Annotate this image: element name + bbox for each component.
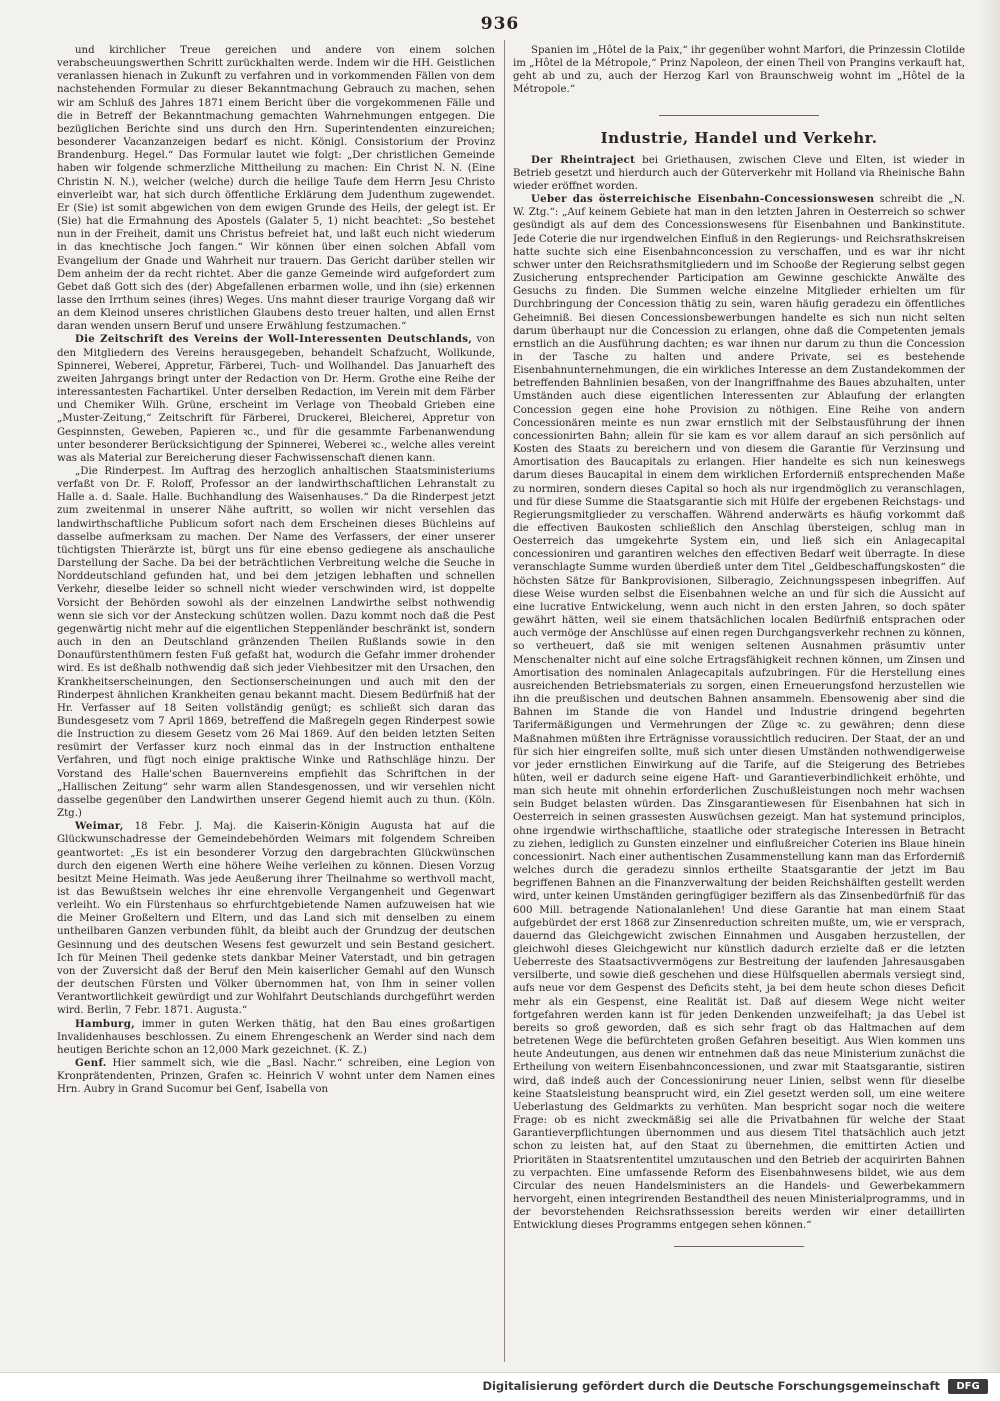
article-lead: Ueber das österreichische Eisenbahn-Concessionswesen xyxy=(531,193,875,206)
article-paragraph: Weimar, 18 Febr. J. Maj. die Kaiserin-Königin Augusta hat auf die Glückwunschadresse der Gemeindebehörden Weimars mit folgendem Schreiben geantwortet: „Es ist ein besonderer Vorzug den dargebrachten Glückwünschen durch den eigenen Werth eine höhere Weihe verleihen zu können. Diesen Vorzug besitzt Meine Heimath. Was jede Aeußerung ihrer Theilnahme so werthvoll macht, ist das Bewußtsein welches ihr eine ehrenvolle Vergangenheit und Gegenwart verleiht. Wo ein Fürstenhaus so ehrfurchtgebietende Namen aufzuweisen hat wie die Meiner Großeltern und Eltern, und das Land sich mit denselben zu einem untheilbaren Ganzen verbunden fühlt, da bleibt auch der Grundzug der deutschen Gesinnung und des deutschen Wesens fest gewurzelt und sein Bestand gesichert. Ich für Meinen Theil gedenke stets dankbar Meiner Vaterstadt, und bin getragen von der Zuversicht daß der Beruf den Mein kaiserlicher Gemahl auf den Wunsch der deutschen Fürsten und Völker übernommen hat, von Ihm in seiner vollen Verantwortlichkeit gewürdigt und zur Wohlfahrt Deutschlands durchgeführt werden wird. Berlin, 7 Febr. 1871. Augusta.“ xyxy=(57,820,495,1017)
article-paragraph: Die Zeitschrift des Vereins der Woll-Interessenten Deutschlands, von den Mitgliedern des Vereins herausgegeben, behandelt Schafzucht, Wollkunde, Spinnerei, Weberei, Appretur, Färberei, Tuch- und Wollhandel. Das Januarheft des zweiten Jahrgangs bringt unter der Redaction von Dr. Herm. Grothe eine Reihe der interessantesten Fachartikel. Unter derselben Redaction, im Verein mit dem Färber und Chemiker Wilh. Grüne, erscheint im Verlage von Theobald Grieben eine „Muster-Zeitung,“ Zeitschrift für Färberei, Druckerei, Bleicherei, Appretur von Gespinnsten, Geweben, Papieren ꝛc., und für die gesammte Farbenanwendung unter besonderer Berücksichtigung der Spinnerei, Weberei ꝛc., welche alles vereint was als Material zur Bereicherung dieser Fachwissenschaft dienen kann. xyxy=(57,333,495,464)
page-edge-shadow xyxy=(978,0,1000,1372)
article-paragraph: Hamburg, immer in guten Werken thätig, hat den Bau eines großartigen Invalidenhauses beschlossen. Zu einem Ehrengeschenk an Werder sind nach dem heutigen Berichte schon an 12,000 Mark gezeichnet. (K. Z.) xyxy=(57,1017,495,1056)
column-divider xyxy=(504,40,505,1362)
dfg-logo-icon: DFG xyxy=(948,1379,988,1394)
dateline-genf: Genf. xyxy=(75,1057,107,1070)
article-paragraph: Genf. Hier sammelt sich, wie die „Basl. Nachr.“ schreiben, eine Legion von Kronprätendenten, Prinzen, Grafen ꝛc. Heinrich V wohnt unter dem Namen eines Hrn. Aubry in Grand Sucomur bei Genf, Isabella von xyxy=(57,1057,495,1096)
page-number: 936 xyxy=(480,14,520,34)
article-paragraph: und kirchlicher Treue gereichen und andere von einem solchen verabscheuungswerthen Schritt zurückhalten werde. Indem wir die HH. Geistlichen veranlassen hienach in Zukunft zu verfahren und in vorkommenden Fällen von dem nachstehenden Formular zu dieser Bekanntmachung Gebrauch zu machen, sehen wir am Schluß des Jahres 1871 einem Bericht über die vorgekommenen Fälle und die in Betreff der Bekanntmachung gemachten Wahrnehmungen entgegen. Die bezüglichen Berichte sind uns durch den Hrn. Superintendenten einzureichen; besonderer Vacanzanzeigen bedarf es nicht. Königl. Consistorium der Provinz Brandenburg. Hegel.“ Das Formular lautet wie folgt: „Der christlichen Gemeinde haben wir folgende schmerzliche Mittheilung zu machen: Ein Christ N. N. (Eine Christin N. N.), welcher (welche) durch die heilige Taufe dem Herrn Jesu Christo einverleibt war, hat sich durch öffentliche Erklärung dem Judenthum zugewendet. Er (Sie) ist somit abgewichen von dem ewigen Grunde des Heils, der gelegt ist. Er (Sie) hat die Ermahnung des Apostels (Galater 5, 1) nicht beachtet: „So bestehet nun in der Freiheit, damit uns Christus befreiet hat, und laßt euch nicht wiederum in das knechtische Joch fangen.“ Wir können über einen solchen Abfall vom Evangelium der Gnade und Wahrheit nur trauern. Das Gericht darüber stellen wir Dem anheim der da recht richtet. Aber die ganze Gemeinde wird aufgefordert zum Gebet daß Gott sich des (der) Abgefallenen erbarmen wolle, und ihn (sie) erkennen lasse den Irrthum seines (ihres) Weges. Uns mahnt dieser traurige Vorgang daß wir an dem Kleinod unseres christlichen Glaubens desto treuer halten, und allen Ernst daran wenden unsern Beruf und unsere Erwählung festzumachen.“ xyxy=(57,45,495,333)
article-paragraph: Der Rheintraject bei Griethausen, zwischen Cleve und Elten, ist wieder in Betrieb gesetzt und hierdurch auch der Güterverkehr mit Holland via Rheinische Bahn wieder eröffnet worden. xyxy=(513,153,965,192)
dateline-hamburg: Hamburg, xyxy=(75,1017,135,1030)
footer-bar xyxy=(0,1372,1000,1401)
right-column xyxy=(513,44,965,1362)
end-divider xyxy=(674,1246,804,1247)
article-continuation: Spanien im „Hôtel de la Paix,“ ihr gegenüber wohnt Marfori, die Prinzessin Clotilde im „Hôtel de la Métropole,“ Prinz Napoleon, der einen Theil von Prangins verkauft hat, geht ab und zu, auch der Herzog Karl von Braunschweig wohnt im „Hôtel de la Métropole.“ xyxy=(513,45,965,96)
footer-credit: Digitalisierung gefördert durch die Deutsche Forschungsgemeinschaft xyxy=(482,1379,940,1393)
section-title: Industrie, Handel und Verkehr. xyxy=(600,128,878,147)
dateline-weimar: Weimar, xyxy=(75,820,124,833)
left-column xyxy=(57,44,495,1362)
article-paragraph: Ueber das österreichische Eisenbahn-Concessionswesen schreibt die „N. W. Ztg.“: „Auf keinem Gebiete hat man in den letzten Jahren in Oesterreich so schwer gesündigt als auf dem des Concessionswesens für Eisenbahnen und Bankinstitute. Jede Coterie die nur irgendwelchen Einfluß in den Regierungs- und Reichsrathskreisen hatte suchte sich eine Eisenbahnconcession zu verschaffen, und es war ihr nicht schwer unter den Reichsrathsmitgliedern und im Schooße der Regierung selbst gegen Zusicherung entsprechender Participation am Gewinne geschickte Anwälte des Gesuchs zu finden. Die Summen welche einzelne Mitglieder erhielten um für Durchbringung der Concession thätig zu sein, waren häufig geradezu ein öffentliches Geheimniß. Bei diesen Concessionsbewerbungen handelte es sich nun nicht selten darum überhaupt nur die Concession zu erlangen, ohne daß die Competenten jemals ernstlich an die Ausführung dachten; es war ihnen nur darum zu thun die Concession in der Tasche zu halten und andere Private, sei es bestehende Eisenbahnunternehmungen, die ein wirkliches Interesse an dem Zustandekommen der betreffenden Bahnlinien besaßen, von der Inangriffnahme des Baues abzuhalten, unter Umständen auch diese eigentlichen Interessenten zur Ablaufung der erlangten Concession gegen eine hohe Provision zu nöthigen. Eine Reihe von andern Concessionären meinte es nun zwar ernstlich mit der Selbstausführung der ihnen concessionirten Bahn; allein für sie kam es vor allem darauf an sich persönlich auf Kosten des Staats zu bereichern und von diesem die Garantie für Verzinsung und Amortisation des Baucapitals zu erlangen. Hier handelte es sich nun keineswegs darum dieses Baucapital in einem dem wirklichen Erforderniß entsprechenden Maße zu normiren, sondern dieses Capital so hoch als nur irgendmöglich zu veranschlagen, und für diese Summe die Staatsgarantie sich mit Hülfe der ergebenen Reichstags- und Regierungsmitglieder zu verschaffen. Während anderwärts es häufig vorkommt daß die effectiven Baukosten schließlich den Anschlag übersteigen, schlug man in Oesterreich das umgekehrte System ein, und ließ sich ein Anlagecapital concessioniren und garantiren welches den effectiven Bedarf weit überragte. In diese veranschlagte Summe wurden überdieß unter dem Titel „Geldbeschaffungskosten“ die höchsten Sätze für Bankprovisionen, Silberagio, Zeichnungsspesen inbegriffen. Auf diese Weise wurden selbst die Eisenbahnen welche an und für sich die Aussicht auf eine lucrative Entwickelung, wenn auch nicht in den ersten Jahren, so doch später gewährt hätten, weil sie einem thatsächlichen localen Bedürfniß entsprachen oder auch vermöge der Anschlüsse auf einen regen Durchgangsverkehr rechnen zu können, so vertheuert, daß sie mit wenigen seltenen Ausnahmen präsumtiv unter Menschenalter nicht auf eine solche Ertragsfähigkeit rechnen können, um Zinsen und Amortisation des nominalen Anlagecapitals aufzubringen. Für die Herstellung eines ausreichenden Betriebsmaterials zu sorgen, einen Erneuerungsfond herzustellen wie ihn die preußischen und deutschen Bahnen ansammeln. Ebensowenig aber sind die Bahnen im Stande die von Handel und Industrie dringend begehrten Tarifermäßigungen und Vermehrungen der Züge ꝛc. zu gewähren; denn diese Maßnahmen müßten ihre Erträgnisse voraussichtlich reduciren. Der Staat, der an und für sich hier eingreifen sollte, muß sich unter diesen Umständen nothwendigerweise vor jeder ernstlichen Einwirkung auf die Tarife, auf die Steigerung des Betriebes hüten, weil er dadurch seine eigene Haft- und Garantieverbindlichkeit erhöhte, und man sich heute mit ohnehin erforderlichen Zuschußleistungen noch mehr wachsen sein Budget belasten würden. Das Zinsgarantiewesen für Eisenbahnen hat sich in Oesterreich in seinen grassesten Auswüchsen gezeigt. Man hat systemund principlos, ohne irgendwie wirthschaftliche, staatliche oder strategische Interessen in Betracht zu ziehen, lediglich zu Gunsten einzelner und einflußreicher Coterien ins Blaue hinein concessionirt. Nach einer authentischen Zusammenstellung kann man das Erforderniß welches durch die geradezu sinnlos ertheilte Staatsgarantie der jetzt im Bau begriffenen Bahnen an die Finanzverwaltung der beiden Reichshälften gestellt werden wird, unter keinen Umständen geringfügiger beziffern als das Zinsenbedürfniß für das 600 Mill. betragende Nationalanlehen! Und diese Garantie hat man einem Staat aufgebürdet der erst 1868 zur Zinsenreduction schreiten mußte, um, wie er versprach, dauernd das Gleichgewicht zwischen Einnahmen und Ausgaben herzustellen, der gleichwohl dieses Gleichgewicht nur künstlich dadurch erzielte daß er die letzten Ueberreste des Staatsactivvermögens zur Bestreitung der laufenden Jahresausgaben versilberte, und sowie dieß geschehen und diese Hülfsquellen abermals versiegt sind, aufs neue vor dem Gespenst des Deficits steht, ja bei dem heute schon dieses Deficit mehr als ein Gespenst, eine Realität ist. Daß auf diesem Wege nicht weiter fortgefahren werden kann ist für jeden Denkenden unzweifelhaft; ja das Uebel ist bereits so groß geworden, daß es sich sehr fragt ob das Haltmachen auf dem betretenen Wege die befürchteten großen Gefahren beseitigt. Aus Wien kommen uns heute Andeutungen, aus denen wir entnehmen daß das neue Ministerium zunächst die Ertheilung von weitern Eisenbahnconcessionen, und zwar mit Staatsgarantie, sistiren wird, daß indeß auch der Concessionirung neuer Linien, selbst wenn für dieselbe keine Staatsleistung beansprucht wird, ein Ziel gesetzt werden soll, um eine weitere Ueberlastung des Geldmarkts zu verhüten. Man bespricht sogar noch die weitere Frage: ob es nicht zweckmäßig sei alle die Privatbahnen für welche der Staat Garantieverpflichtungen übernommen und aus diesem Titel thatsächlich auch jetzt schon zu leisten hat, auf den Staat zu übernehmen, die emittirten Actien und Prioritäten in Staatsrententitel umzutauschen und den Betrieb der acquirirten Bahnen zu verpachten. Eine umfassende Reform des Eisenbahnwesens bildet, wie aus dem Circular des neuen Handelsministers an die Handels- und Gewerbekammern hervorgeht, einen integrirenden Bestandtheil des neuen Ministerialprogramms, und in der bevorstehenden Reichsrathssession bereits werden wir einer detaillirten Entwicklung dieses Programms entgegen sehen können.“ xyxy=(513,193,965,1232)
article-lead: Die Zeitschrift des Vereins der Woll-Interessenten Deutschlands, xyxy=(75,333,473,346)
article-lead: Der Rheintraject xyxy=(531,153,636,166)
section-divider xyxy=(659,115,819,116)
article-paragraph: „Die Rinderpest. Im Auftrag des herzoglich anhaltischen Staatsministeriums verfaßt von Dr. F. Roloff, Professor an der landwirthschaftlichen Lehranstalt zu Halle a. d. Saale. Halle. Buchhandlung des Waisenhauses.“ Da die Rinderpest jetzt zum zweitenmal in unserer Nähe auftritt, so wollen wir nicht versehlen das landwirthschaftliche Publicum sofort nach dem Erscheinen dieses Büchleins auf dasselbe aufmerksam zu machen. Der Name des Verfassers, der einer unserer tüchtigsten Thierärzte ist, bürgt uns für eine ebenso gediegene als anschauliche Darstellung der Sache. Da bei der beträchtlichen Verbreitung welche die Seuche in Norddeutschland gefunden hat, und bei dem jetzigen lebhaften und schnellen Verkehr, dieselbe leider so schnell nicht wieder verschwinden wird, ist doppelte Vorsicht der Behörden sowohl als der einzelnen Landwirthe selbst nothwendig wenn sie sich vor der Ansteckung schützen wollen. Dazu kommt noch daß die Pest gegenwärtig nicht mehr auf die eigentlichen Steppenländer beschränkt ist, sondern auch in den an Deutschland gränzenden Theilen Rußlands sowie in den Donaufürstenthümern festen Fuß gefaßt hat, wodurch die Gefahr immer drohender wird. Es ist deßhalb nothwendig daß sich jeder Viehbesitzer mit den Ursachen, den Krankheitserscheinungen, den Sectionserscheinungen und auch mit den der Rinderpest ähnlichen Krankheiten genau bekannt macht. Diesem Bedürfniß hat der Hr. Verfasser auf 18 Seiten vollständig genügt; es schließt sich daran das Bundesgesetz vom 7 April 1869, betreffend die Maßregeln gegen Rinderpest sowie die Instruction zu diesem Gesetz vom 26 Mai 1869. Auf den beiden letzten Seiten resümirt der Verfasser kurz noch einmal das in der Instruction enthaltene Verfahren, und fügt noch einige praktische Winke und Rathschläge hinzu. Der Vorstand des Halle'schen Bauernvereins empfiehlt das Schriftchen in der „Hallischen Zeitung“ sehr warm allen Standesgenossen, und wir versehlen nicht dasselbe gegenüber den Landwirthen unserer Gegend hiemit auch zu thun. (Köln. Ztg.) xyxy=(57,466,495,820)
